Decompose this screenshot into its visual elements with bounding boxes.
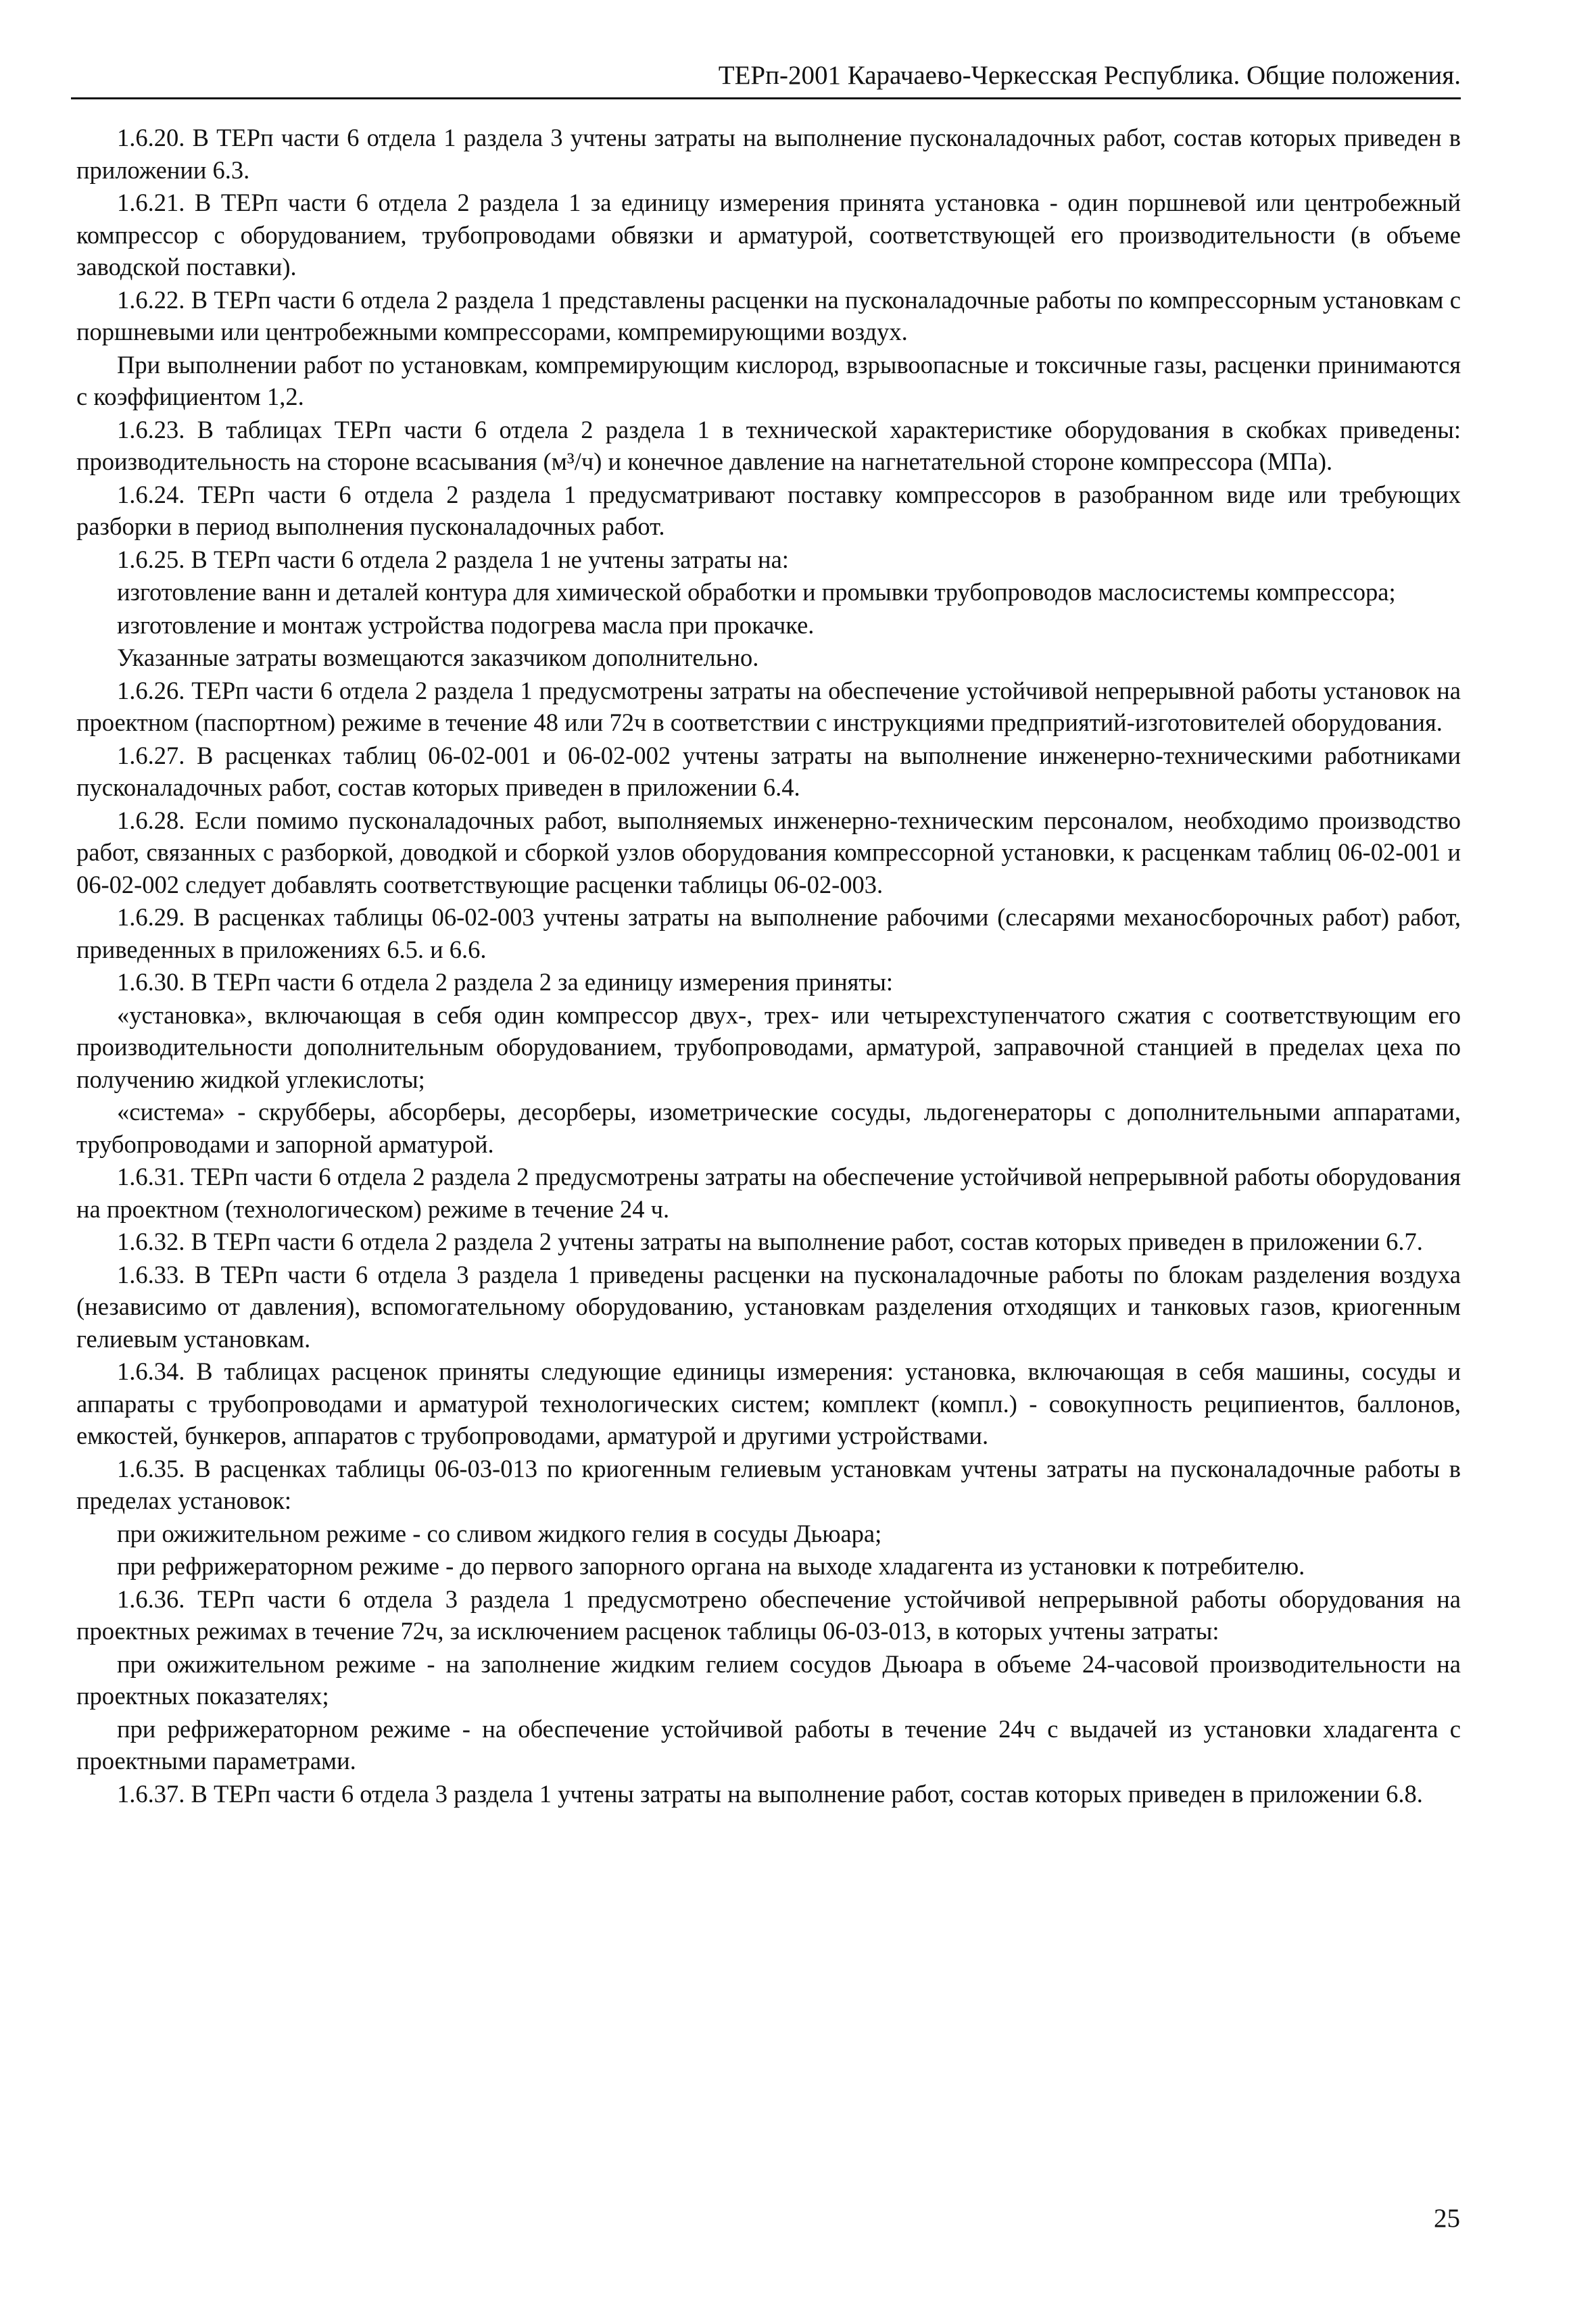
paragraph: 1.6.26. ТЕРп части 6 отдела 2 раздела 1 предусмотрены затраты на обеспечение устойчивой непрерывной работы установок на проектном (паспортном) режиме в течение 48 или 72ч в соответствии с инструкциями предприятий-изготовителей оборудования.	[76, 676, 1461, 736]
paragraph: 1.6.21. В ТЕРп части 6 отдела 2 раздела 1 за единицу измерения принята установка - один поршневой или центробежный компрессор с оборудованием, трубопроводами обвязки и арматурой, соответствующей его производительности (в объеме заводской поставки).	[76, 189, 1461, 281]
running-header: ТЕРп-2001 Карачаево-Черкесская Республика. Общие положения.	[71, 59, 1461, 99]
paragraph: 1.6.30. В ТЕРп части 6 отдела 2 раздела 2 за единицу измерения приняты:	[117, 968, 894, 996]
paragraph: 1.6.22. В ТЕРп части 6 отдела 2 раздела 1 представлены расценки на пусконаладочные работы по компрессорным установкам с поршневыми или центробежными компрессорами, компремирующими воздух.	[76, 285, 1461, 345]
paragraph: при рефрижераторном режиме - на обеспечение устойчивой работы в течение 24ч с выдачей из установки хладагента с проектными параметрами.	[76, 1714, 1461, 1775]
paragraph: 1.6.20. В ТЕРп части 6 отдела 1 раздела 3 учтены затраты на выполнение пусконаладочных работ, состав которых приведен в приложении 6.3.	[76, 124, 1461, 184]
paragraph: 1.6.34. В таблицах расценок приняты следующие единицы измерения: установка, включающая в себя машины, сосуды и аппараты с трубопроводами и арматурой технологических систем; комплект (компл.) - совокупность реципиентов, баллонов, емкостей, бункеров, аппаратов с трубопроводами, арматурой и другими устройствами.	[76, 1357, 1461, 1449]
paragraph: 1.6.23. В таблицах ТЕРп части 6 отдела 2 раздела 1 в технической характеристике оборудования в скобках приведены: производительность на стороне всасывания (м³/ч) и конечное давление на нагнетательной стороне компрессора (МПа).	[76, 415, 1461, 475]
paragraph: При выполнении работ по установкам, компремирующим кислород, взрывоопасные и токсичные газы, расценки принимаются с коэффициентом 1,2.	[76, 350, 1461, 410]
paragraph: Указанные затраты возмещаются заказчиком дополнительно.	[117, 644, 759, 671]
body-text	[76, 122, 1461, 1810]
paragraph: 1.6.24. ТЕРп части 6 отдела 2 раздела 1 предусматривают поставку компрессоров в разобранном виде или требующих разборки в период выполнения пусконаладочных работ.	[76, 480, 1461, 540]
paragraph: «установка», включающая в себя один компрессор двух-, трех- или четырехступенчатого сжатия с соответствующим его производительности дополнительным оборудованием, трубопроводами, арматурой, заправочной станцией в пределах цеха по получению жидкой углекислоты;	[76, 1000, 1461, 1093]
paragraph: 1.6.29. В расценках таблицы 06-02-003 учтены затраты на выполнение рабочими (слесарями механосборочных работ) работ, приведенных в приложениях 6.5. и 6.6.	[76, 903, 1461, 963]
paragraph: 1.6.37. В ТЕРп части 6 отдела 3 раздела 1 учтены затраты на выполнение работ, состав которых приведен в приложении 6.8.	[117, 1779, 1423, 1808]
paragraph: 1.6.27. В расценках таблиц 06-02-001 и 06-02-002 учтены затраты на выполнение инженерно-техническими работниками пусконаладочных работ, состав которых приведен в приложении 6.4.	[76, 741, 1461, 801]
paragraph: 1.6.28. Если помимо пусконаладочных работ, выполняемых инженерно-техническим персоналом, необходимо производство работ, связанных с разборкой, доводкой и сборкой узлов оборудования компрессорной установки, к расценкам таблиц 06-02-001 и 06-02-002 следует добавлять соответствующие расценки таблицы 06-02-003.	[76, 806, 1461, 898]
paragraph: изготовление и монтаж устройства подогрева масла при прокачке.	[117, 610, 815, 639]
paragraph: 1.6.31. ТЕРп части 6 отдела 2 раздела 2 предусмотрены затраты на обеспечение устойчивой непрерывной работы оборудования на проектном (технологическом) режиме в течение 24 ч.	[76, 1163, 1461, 1223]
paragraph: при ожижительном режиме - на заполнение жидким гелием сосудов Дьюара в объеме 24-часовой производительности на проектных показателях;	[76, 1649, 1461, 1710]
paragraph: 1.6.33. В ТЕРп части 6 отдела 3 раздела 1 приведены расценки на пусконаладочные работы по блокам разделения воздуха (независимо от давления), вспомогательному оборудованию, установкам разделения отходящих и танковых газов, криогенным гелиевым установкам.	[76, 1260, 1461, 1353]
paragraph: 1.6.35. В расценках таблицы 06-03-013 по криогенным гелиевым установкам учтены затраты на пусконаладочные работы в пределах установок:	[76, 1454, 1461, 1514]
paragraph: при ожижительном режиме - со сливом жидкого гелия в сосуды Дьюара;	[117, 1519, 882, 1547]
page-number: 25	[1434, 2204, 1460, 2233]
paragraph: 1.6.25. В ТЕРп части 6 отдела 2 раздела 1 не учтены затраты на:	[117, 545, 789, 573]
paragraph: 1.6.36. ТЕРп части 6 отдела 3 раздела 1 предусмотрено обеспечение устойчивой непрерывной работы оборудования на проектных режимах в течение 72ч, за исключением расценок таблицы 06-03-013, в которых учтены затраты:	[76, 1585, 1461, 1645]
paragraph: 1.6.32. В ТЕРп части 6 отдела 2 раздела 2 учтены затраты на выполнение работ, состав которых приведен в приложении 6.7.	[117, 1228, 1423, 1255]
paragraph: изготовление ванн и деталей контура для химической обработки и промывки трубопроводов маслосистемы компрессора;	[117, 578, 1396, 606]
paragraph: при рефрижераторном режиме - до первого запорного органа на выходе хладагента из установки к потребителю.	[117, 1552, 1305, 1580]
paragraph: «система» - скрубберы, абсорберы, десорберы, изометрические сосуды, льдогенераторы с дополнительными аппаратами, трубопроводами и запорной арматурой.	[76, 1098, 1461, 1158]
